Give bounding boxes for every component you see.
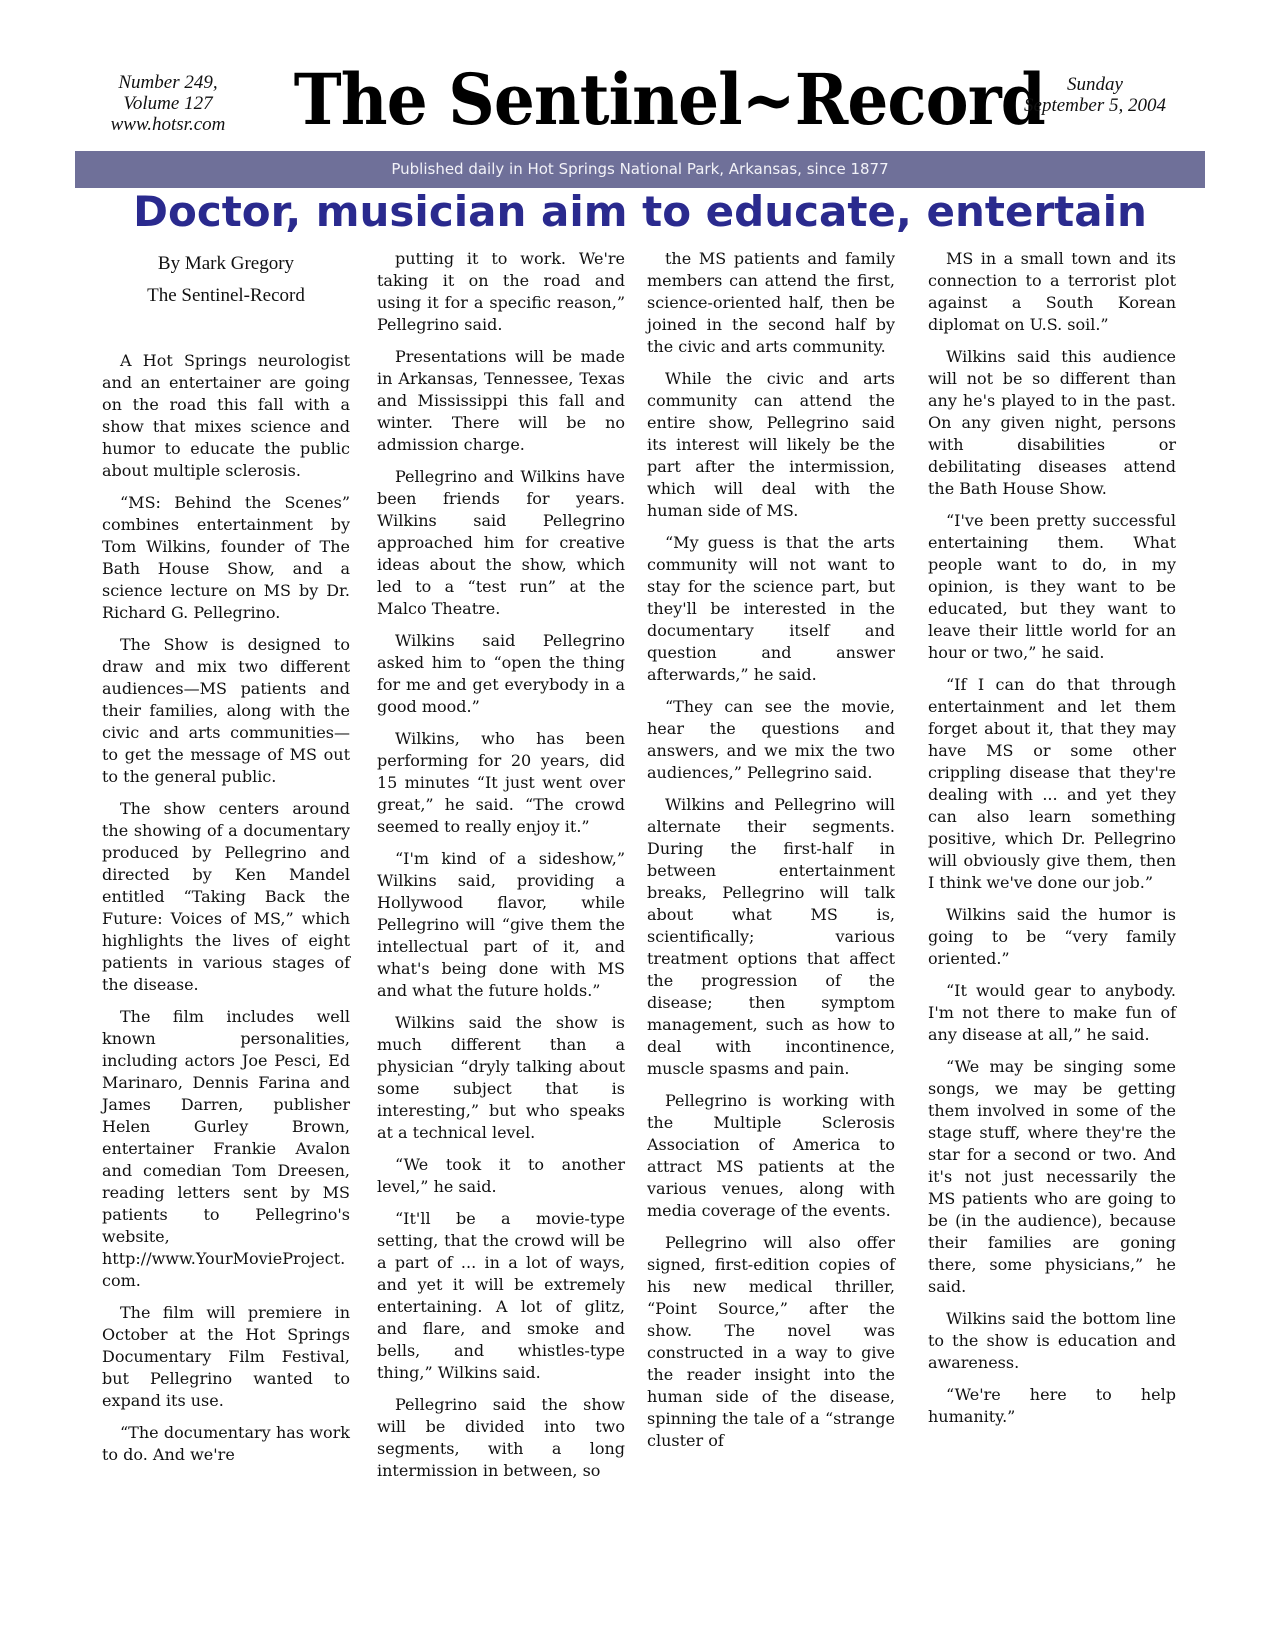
byline-paper: The Sentinel-Record <box>147 285 305 306</box>
paragraph: Wilkins said the show is much different than a physician “dryly talking about some subject that is interesting,” but who speaks at a technical level. <box>377 1013 625 1142</box>
paragraph: putting it to work. We're taking it on the road and using it for a specific reason,” Pellegrino said. <box>377 249 625 334</box>
issue-day: Sunday <box>1067 74 1123 95</box>
paragraph: Wilkins said the humor is going to be “very family oriented.” <box>928 905 1176 968</box>
paragraph: While the civic and arts community can attend the entire show, Pellegrino said its interest will likely be the part after the intermission, which will deal with the human side of MS. <box>647 369 895 520</box>
paragraph: The film will premiere in October at the Hot Springs Documentary Film Festival, but Pellegrino wanted to expand its use. <box>102 1303 350 1410</box>
paragraph: A Hot Springs neurologist and an entertainer are going on the road this fall with a show that mixes science and humor to educate the public about multiple sclerosis. <box>102 351 350 480</box>
paragraph: Wilkins said Pellegrino asked him to “open the thing for me and get everybody in a good mood.” <box>377 631 625 716</box>
paragraph: “MS: Behind the Scenes” combines entertainment by Tom Wilkins, founder of The Bath House Show, and a science lecture on MS by Dr. Richard G. Pellegrino. <box>102 493 350 622</box>
paragraph: “It'll be a movie-type setting, that the crowd will be a part of ... in a lot of ways, and yet it will be extremely entertaining. A lot of glitz, and flare, and smoke and bells, and whistles-type thing,” Wilkins said. <box>377 1209 625 1382</box>
issue-number: Number 249, <box>118 72 218 93</box>
issue-date <box>990 74 1200 116</box>
paragraph: “I've been pretty successful entertaining them. What people want to do, in my opinion, is they want to be educated, but they want to leave their little world for an hour or two,” he said. <box>928 511 1176 662</box>
byline-author: By Mark Gregory <box>157 253 295 274</box>
masthead-title: The Sentinel~Record <box>293 58 1045 141</box>
paragraph: “We took it to another level,” he said. <box>377 1155 625 1196</box>
paragraph: “We're here to help humanity.” <box>928 1385 1176 1426</box>
paragraph: “I'm kind of a sideshow,” Wilkins said, providing a Hollywood flavor, while Pellegrino will “give them the intellectual part of it, and what's being done with MS and what the future holds.” <box>377 849 625 1000</box>
article-column-3 <box>647 248 895 1462</box>
paragraph: “My guess is that the arts community will not want to stay for the science part, but they'll be interested in the documentary itself and question and answer afterwards,” he said. <box>647 533 895 684</box>
paragraph: “It would gear to anybody. I'm not there to make fun of any disease at all,” he said. <box>928 981 1176 1044</box>
paragraph: “If I can do that through entertainment and let them forget about it, that they may have MS or some other crippling disease that they're dealing with ... and yet they can also learn something positive, which Dr. Pellegrino will obviously give them, then I think we've done our job.” <box>928 675 1176 892</box>
article-column-4 <box>928 248 1176 1438</box>
paragraph: Pellegrino is working with the Multiple Sclerosis Association of America to attract MS patients at the various venues, along with media coverage of the events. <box>647 1091 895 1220</box>
paragraph: Wilkins, who has been performing for 20 years, did 15 minutes “It just went over great,” he said. “The crowd seemed to really enjoy it.” <box>377 729 625 836</box>
paragraph: the MS patients and family members can attend the first, science-oriented half, then be joined in the second half by the civic and arts community. <box>647 249 895 356</box>
paragraph: MS in a small town and its connection to a terrorist plot against a South Korean diplomat on U.S. soil.” <box>928 249 1176 334</box>
paragraph: Pellegrino will also offer signed, first-edition copies of his new medical thriller, “Point Source,” after the show. The novel was constructed in a way to give the reader insight into the human side of the disease, spinning the tale of a “strange cluster of <box>647 1233 895 1450</box>
paragraph: The Show is designed to draw and mix two different audiences—MS patients and their families, along with the civic and arts communities—to get the message of MS out to the general public. <box>102 635 350 786</box>
paragraph: Wilkins said this audience will not be so different than any he's played to in the past. On any given night, persons with disabilities or debilitating diseases attend the Bath House Show. <box>928 347 1176 498</box>
article-column-1 <box>102 248 350 1476</box>
paragraph: “The documentary has work to do. And we're <box>102 1423 350 1464</box>
article-headline: Doctor, musician aim to educate, entertain <box>133 187 1147 236</box>
issue-info <box>78 72 258 135</box>
issue-date-text: September 5, 2004 <box>1024 95 1166 116</box>
paragraph: Presentations will be made in Arkansas, Tennessee, Texas and Mississippi this fall and winter. There will be no admission charge. <box>377 347 625 454</box>
website-link[interactable]: www.hotsr.com <box>110 114 226 135</box>
paragraph: Pellegrino said the show will be divided into two segments, with a long intermission in between, so <box>377 1395 625 1480</box>
paragraph: Wilkins said the bottom line to the show is education and awareness. <box>928 1309 1176 1372</box>
volume-number: Volume 127 <box>123 93 213 114</box>
paragraph: Pellegrino and Wilkins have been friends for years. Wilkins said Pellegrino approached him for creative ideas about the show, which led to a “test run” at the Malco Theatre. <box>377 467 625 618</box>
paragraph: Wilkins and Pellegrino will alternate their segments. During the first-half in between entertainment breaks, Pellegrino will talk about what MS is, scientifically; various treatment options that affect the progression of the disease; then symptom management, such as how to deal with incontinence, muscle spasms and pain. <box>647 795 895 1078</box>
article-column-2 <box>377 248 625 1492</box>
paragraph: The film includes well known personalities, including actors Joe Pesci, Ed Marinaro, Dennis Farina and James Darren, publisher Helen Gurley Brown, entertainer Frankie Avalon and comedian Tom Dreesen, reading letters sent by MS patients to Pellegrino's website, http://www.YourMovieProject.com. <box>102 1007 350 1290</box>
byline <box>102 248 350 312</box>
paragraph: “We may be singing some songs, we may be getting them involved in some of the stage stuff, where they're the star for a second or two. And it's not just necessarily the MS patients who are going to be (in the audience), because their families are goning there, some physicians,” he said. <box>928 1057 1176 1296</box>
paragraph: The show centers around the showing of a documentary produced by Pellegrino and directed by Ken Mandel entitled “Taking Back the Future: Voices of MS,” which highlights the lives of eight patients in various stages of the disease. <box>102 799 350 994</box>
publication-banner: Published daily in Hot Springs National Park, Arkansas, since 1877 <box>75 151 1205 188</box>
paragraph: “They can see the movie, hear the questions and answers, and we mix the two audiences,” Pellegrino said. <box>647 697 895 782</box>
